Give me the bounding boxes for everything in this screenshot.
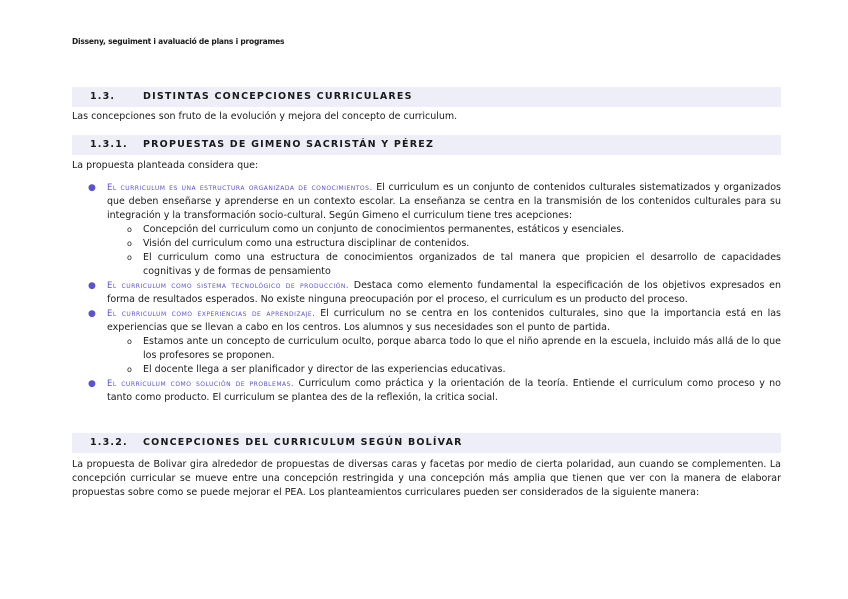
sub-item: o El docente llega a ser planificador y director de las experiencias educativas.: [127, 364, 506, 375]
heading-1-3: [72, 87, 781, 107]
heading-title: DISTINTAS CONCEPCIONES CURRICULARES: [143, 91, 413, 102]
heading-1-3-2: [72, 433, 781, 453]
sub-list: [107, 335, 781, 377]
item-text: El curriculum no se centra en los contenidos culturales, sino que la importancia está en las experiencias que se llevan a cabo en los centros. Los alumnos y sus necesidades son el punto de partida.: [107, 308, 782, 333]
circle-bullet-icon: o: [127, 365, 132, 374]
list-item: [72, 181, 781, 279]
concept-list: [72, 181, 781, 405]
item-text: Destaca como elemento fundamental la especificación de los objetivos expresados en forma de resultados esperados. No existe ninguna preocupación por el proceso, el curriculum es un producto del proceso.: [107, 280, 781, 305]
item-lead: El curriculum como experiencias de aprendizaje.: [107, 309, 316, 319]
list-item: [72, 279, 781, 307]
item-text: Curriculum como práctica y la orientación de la teoría. Entiende el curriculum como proceso y no tanto como producto. El curriculum se plantea des de la reflexión, la critica social.: [107, 378, 781, 403]
circle-bullet-icon: o: [127, 337, 132, 346]
list-item: [72, 307, 781, 377]
sub-item: o El curriculum como una estructura de conocimientos organizados de tal manera que propicien el desarrollo de capacidades cognitivas y de formas de pensamiento: [127, 252, 781, 277]
heading-number: 1.3.: [90, 91, 116, 102]
circle-bullet-icon: o: [127, 239, 132, 248]
bullet-icon: ●: [88, 281, 96, 291]
heading-number: 1.3.1.: [90, 139, 128, 150]
list-item: [72, 377, 781, 405]
heading-number: 1.3.2.: [90, 437, 128, 448]
page-header: Disseny, seguiment i avaluació de plans i programes: [72, 37, 285, 46]
bullet-icon: ●: [88, 309, 96, 319]
item-text: El curriculum es un conjunto de contenidos culturales sistematizados y organizados que deben enseñarse y aprenderse en un contexto escolar. La enseñanza se centra en la transmisión de los contenidos culturales para su integración y la transformación socio-cultural. Según Gimeno el curriculum tiene tres acepciones:: [107, 182, 781, 221]
section-1-3-1: [72, 135, 781, 405]
circle-bullet-icon: o: [127, 253, 132, 262]
heading-1-3-1: [72, 135, 781, 155]
circle-bullet-icon: o: [127, 225, 132, 234]
section-intro: Las concepciones son fruto de la evolución y mejora del concepto de curriculum.: [72, 111, 458, 122]
heading-title: PROPUESTAS DE GIMENO SACRISTÁN Y PÉREZ: [143, 139, 435, 150]
item-lead: El curriculum como sistema tecnológico de producción.: [107, 281, 350, 291]
section-paragraph: La propuesta de Bolivar gira alrededor de propuestas de diversas caras y facetas por medio de cierta polaridad, aun cuando se complementen. La concepción curricular se mueve entre una concepción restringida y una concepción más amplia que tienen que ver con la manera de elaborar propuestas sobre como se puede mejorar el PEA. Los planteamientos curriculares pueden ser considerados de la siguiente manera:: [72, 459, 781, 498]
section-1-3-2: [72, 433, 781, 500]
bullet-icon: ●: [88, 379, 96, 389]
sub-item: o Estamos ante un concepto de curriculum oculto, porque abarca todo lo que el niño aprende en la escuela, incluido más allá de lo que los profesores se proponen.: [127, 336, 781, 361]
sub-item: o Concepción del curriculum como un conjunto de conocimientos permanentes, estáticos y esenciales.: [127, 224, 625, 235]
sub-item: o Visión del curriculum como una estructura disciplinar de contenidos.: [127, 238, 470, 249]
item-lead: El currículum como solución de problemas.: [107, 379, 295, 389]
sub-list: [107, 223, 781, 279]
bullet-icon: ●: [88, 183, 96, 193]
heading-title: CONCEPCIONES DEL CURRICULUM SEGÚN BOLÍVAR: [143, 437, 463, 448]
section-intro: La propuesta planteada considera que:: [72, 160, 259, 171]
section-1-3: [72, 87, 781, 124]
item-lead: El curriculum es una estructura organizada de conocimientos.: [107, 183, 373, 193]
